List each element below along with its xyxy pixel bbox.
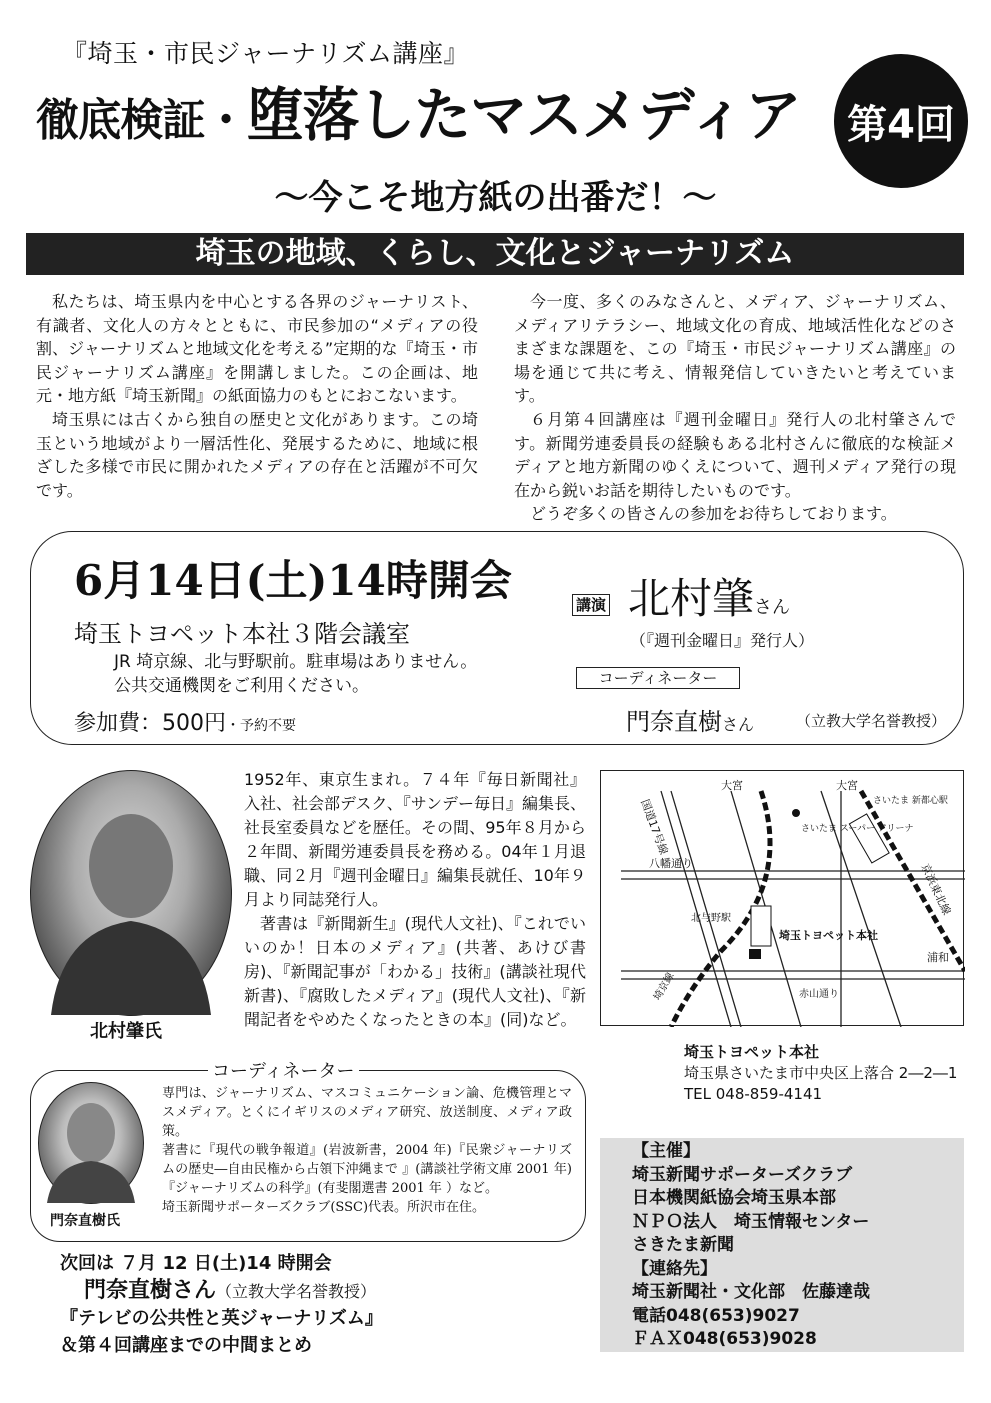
coordinator-caption: 門奈直樹氏 [50,1213,120,1229]
contact-label: 【連絡先】 [632,1258,717,1279]
access-line: 公共交通機関をご利用ください。 [114,676,369,696]
coordinator: 門奈直樹 [626,708,722,736]
coord-paragraph: 著書に『現代の戦争報道』(岩波新書，2004 年)『民衆ジャーナリズムの歴史―自由民権から占領下沖縄まで 』(講談社学術文庫 2001 年)『ジャーナリズムの科学』(有斐閣選書 2001 年 ）など。 [162,1143,572,1196]
intro-left-column [36,290,478,502]
venue-address: 埼玉県さいたま市中央区上落合 2―2―1 [684,1064,958,1082]
lecturer-role: （『週刊金曜日』発行人） [630,631,815,650]
arena-marker [792,809,800,817]
organizer-info [632,1140,870,1352]
host-label: 【主催】 [632,1141,700,1161]
lecturer-caption: 北村肇氏 [90,1021,162,1042]
next-title: 『テレビの公共性と英ジャーナリズム』 [60,1308,383,1329]
svg-text:埼玉トヨペット本社: 埼玉トヨペット本社 [779,929,878,942]
contact-phone: 電話048(653)9027 [632,1305,800,1326]
hq-building [749,949,761,959]
subtitle: 〜今こそ地方紙の出番だ！〜 [274,178,717,218]
portrait-icon [31,771,231,1015]
intro-paragraph: 今一度、多くのみなさんと、メディア、ジャーナリズム、メディアリテラシー、地域文化の育成、地域活性化などのさまざまな課題を、この『埼玉・市民ジャーナリズム講座』の場を通じて共に考え、情報発信していきたいと考えています。 [514,292,956,406]
session-badge: 第4回 [834,54,968,188]
coordinator-photo [38,1082,144,1204]
contact-fax: ＦＡＸ048(653)9028 [632,1329,817,1349]
lecturer-name [628,566,790,626]
coord-paragraph: 埼玉新聞サポーターズクラブ(SSC)代表。所沢市在住。 [162,1200,486,1215]
access-map [600,770,964,1026]
intro-paragraph: どうぞ多くの皆さんの参加をお待ちしております。 [530,504,897,524]
coordinator-box-label: コーディネーター [208,1057,359,1083]
next-date: 次回は ７月 12 日(土)14 時開会 [60,1253,332,1274]
coordinator-tag: コーディネーター [576,667,740,689]
svg-text:大宮: 大宮 [721,779,743,792]
next-session [60,1250,383,1359]
event-date: 6月14日(土)14時開会 [74,556,512,605]
host-item: 埼玉新聞サポーターズクラブ [632,1164,853,1185]
svg-text:大宮: 大宮 [836,779,858,792]
venue-name: 埼玉トヨペット本社 [684,1043,820,1061]
title-part2: 堕落したマスメディア [246,81,801,149]
keihin-line [861,791,965,971]
coord-paragraph: 専門は、ジャーナリズム、マスコミュニケーション論、危機管理とマスメディア。とくにイギリスのメディア研究、放送制度、メディア政策。 [162,1086,572,1139]
lecturer: 北村肇 [628,574,755,623]
intro-paragraph: 埼玉県には古くから独自の歴史と文化があります。この埼玉という地域がより一層活性化、発展するために、地域に根ざした多様で市民に開かれたメディアの存在と活躍が不可欠です。 [36,409,478,500]
next-speaker-aff: （立教大学名誉教授） [216,1282,377,1301]
contact-person: 埼玉新聞社・文化部 佐藤達哉 [632,1282,870,1302]
fee-note: ・予約不要 [226,718,296,734]
series-title: 『埼玉・市民ジャーナリズム講座』 [62,39,470,68]
next-summary: ＆第４回講座までの中間まとめ [60,1335,312,1356]
event-venue: 埼玉トヨペット本社３階会議室 [74,620,410,648]
next-speaker-name: 門奈直樹さん [84,1278,217,1303]
honorific: さん [754,597,791,618]
banner: 埼玉の地域、くらし、文化とジャーナリズム [26,233,964,275]
kitayono-station [751,906,771,946]
svg-text:埼京線: 埼京線 [652,971,677,1003]
svg-text:さいたま 新都心駅: さいたま 新都心駅 [873,796,948,806]
svg-text:京浜東北線: 京浜東北線 [918,861,954,918]
fee [74,706,296,737]
portrait-icon [39,1083,143,1203]
lecturer-bio [244,768,586,1032]
main-title [36,68,801,152]
svg-text:浦和: 浦和 [927,951,949,964]
svg-text:北与野駅: 北与野駅 [691,913,731,924]
map-graphic [601,771,965,1027]
next-speaker [84,1277,383,1305]
host-item: ＮＰＯ法人 埼玉情報センター [632,1211,870,1232]
venue-access [114,650,477,698]
access-line: JR 埼京線、北与野駅前。駐車場はありません。 [114,652,478,672]
intro-right-column [514,290,956,526]
svg-text:国道17号線: 国道17号線 [638,797,671,857]
svg-text:さいたま スーパー アリーナ: さいたま スーパー アリーナ [801,824,914,834]
venue-info [684,1042,957,1105]
coordinator-bio [162,1084,572,1217]
lecture-tag: 講演 [572,594,610,616]
bio-paragraph: 1952年、東京生まれ。７４年『毎日新聞社』入社、社会部デスク、『サンデー毎日』編集長、社長室委員などを歴任。その間、95年８月から２年間、新聞労連委員長を務める。04年１月退職、同２月『週刊金曜日』編集長就任、10年９月より同誌発行人。 [244,770,586,909]
fee-amount: 参加費：500円 [74,711,226,736]
intro-paragraph: ６月第４回講座は『週刊金曜日』発行人の北村肇さんです。新聞労連委員長の経験もある北村さんに徹底的な検証メディアと地方新聞のゆくえについて、週刊メディア発行の現在から鋭いお話を期待したいものです。 [514,409,956,500]
intro-paragraph: 私たちは、埼玉県内を中心とする各界のジャーナリスト、有識者、文化人の方々とともに、市民参加の“メディアの役割、ジャーナリズムと地域文化を考える”定期的な『埼玉・市民ジャーナリズム講座』を開講しました。この企画は、地元・地方紙『埼玉新聞』の紙面協力のもとにおこないます。 [36,292,478,406]
road-route17 [661,791,731,1027]
host-item: さきたま新聞 [632,1235,734,1255]
coordinator-affiliation: （立教大学名誉教授） [796,712,947,730]
svg-text:八幡通り: 八幡通り [649,857,693,870]
lecturer-photo [30,770,232,1016]
title-part1: 徹底検証・ [36,95,247,146]
honorific: さん [722,715,755,734]
host-item: 日本機関紙協会埼玉県本部 [632,1188,836,1208]
venue-tel: TEL 048-859-4141 [684,1085,823,1103]
bio-paragraph: 著書は『新聞新生』(現代人文社)、『これでいいのか！日本のメディア』(共著、あけび書房)、『新聞記事が「わかる」技術』(講談社現代新書)、『腐敗したメディア』(現代人文社)、『新聞記者をやめたくなったときの本』(同)など。 [244,914,586,1029]
svg-text:赤山通り: 赤山通り [799,989,839,1000]
coordinator-name [626,702,754,737]
shintoshin-station [849,814,889,863]
